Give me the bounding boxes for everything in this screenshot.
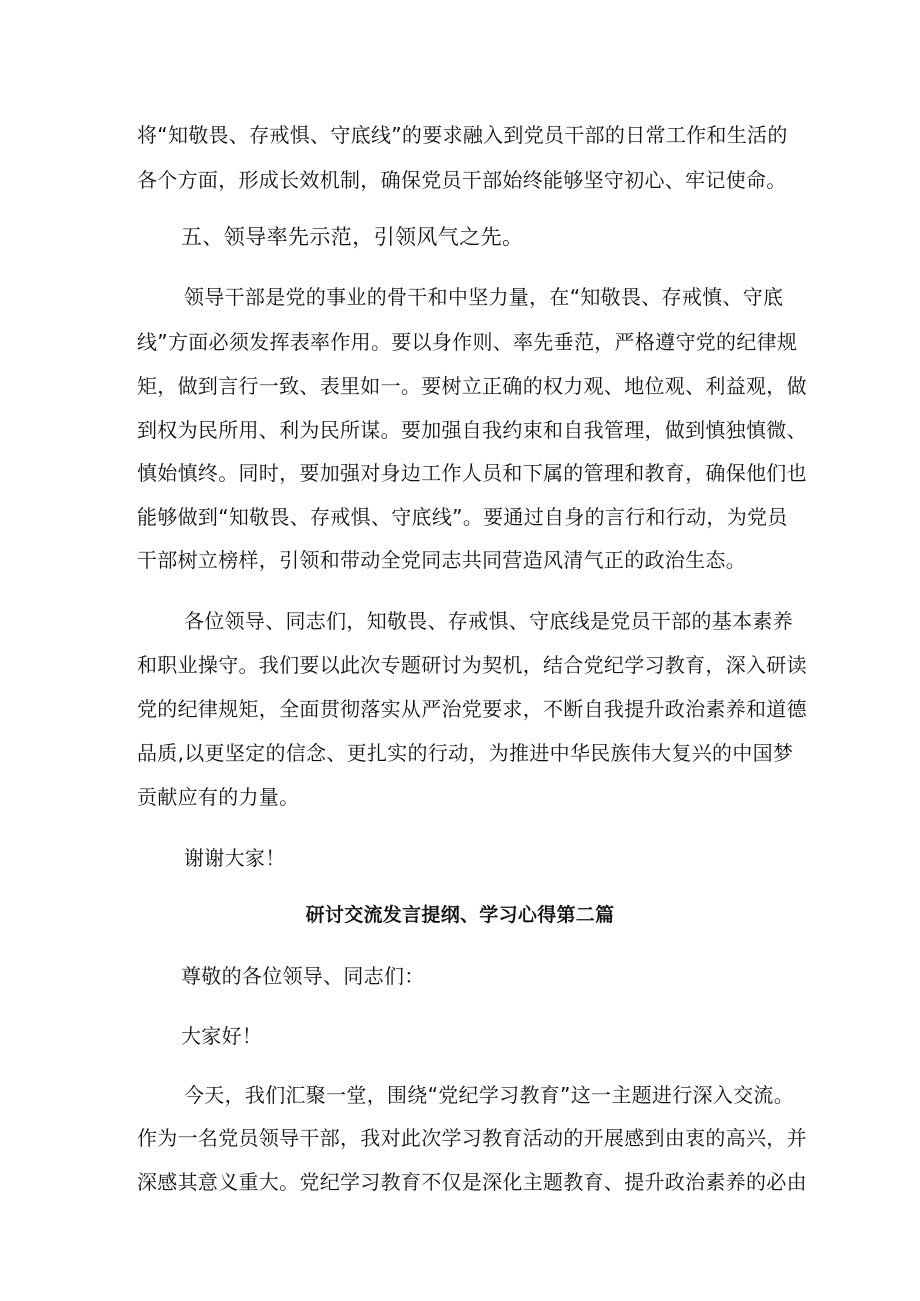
section-heading: 五、领导率先示范，引领风气之先。 bbox=[181, 225, 524, 249]
paragraph-line: 今天，我们汇聚一堂，围绕“党纪学习教育”这一主题进行深入交流。 bbox=[184, 1083, 795, 1107]
paragraph-line: 线”方面必须发挥表率作用。要以身作则、率先垂范，严格遵守党的纪律规 bbox=[137, 330, 798, 354]
paragraph-line: 深感其意义重大。党纪学习教育不仅是深化主题教育、提升政治素养的必由 bbox=[137, 1170, 807, 1194]
paragraph-line: 和职业操守。我们要以此次专题研讨为契机，结合党纪学习教育，深入研读 bbox=[137, 653, 807, 677]
paragraph-line: 矩，做到言行一致、表里如一。要树立正确的权力观、地位观、利益观，做 bbox=[137, 374, 807, 398]
paragraph-line: 将“知敬畏、存戒惧、守底线”的要求融入到党员干部的日常工作和生活的 bbox=[137, 123, 788, 147]
paragraph-line: 能够做到“知敬畏、存戒惧、守底线”。要通过自身的言行和行动，为党员 bbox=[137, 505, 788, 529]
closing-thanks: 谢谢大家！ bbox=[184, 846, 286, 870]
paragraph-line: 各位领导、同志们，知敬畏、存戒惧、守底线是党员干部的基本素养 bbox=[184, 609, 793, 633]
paragraph-line: 党的纪律规矩，全面贯彻落实从严治党要求，不断自我提升政治素养和道德 bbox=[137, 697, 807, 721]
paragraph-line: 领导干部是党的事业的骨干和中坚力量，在“知敬畏、存戒慎、守底 bbox=[184, 285, 784, 309]
article-title: 研讨交流发言提纲、学习心得第二篇 bbox=[305, 904, 615, 926]
paragraph-line: 干部树立榜样，引领和带动全党同志共同营造风清气正的政治生态。 bbox=[137, 548, 746, 572]
paragraph-line: 品质,以更坚定的信念、更扎实的行动，为推进中华民族伟大复兴的中国梦 bbox=[137, 741, 794, 765]
paragraph-line: 作为一名党员领导干部，我对此次学习教育活动的开展感到由衷的高兴，并 bbox=[137, 1126, 807, 1150]
paragraph-line: 各个方面，形成长效机制，确保党员干部始终能够坚守初心、牢记使命。 bbox=[137, 168, 787, 192]
paragraph-line: 到权为民所用、利为民所谋。要加强自我约束和自我管理，做到慎独慎微、 bbox=[137, 418, 807, 442]
paragraph-line: 贡献应有的力量。 bbox=[137, 785, 300, 809]
greeting: 大家好！ bbox=[181, 1024, 263, 1048]
salutation: 尊敬的各位领导、同志们： bbox=[181, 964, 425, 988]
paragraph-line: 慎始慎终。同时，要加强对身边工作人员和下属的管理和教育，确保他们也 bbox=[137, 461, 807, 485]
